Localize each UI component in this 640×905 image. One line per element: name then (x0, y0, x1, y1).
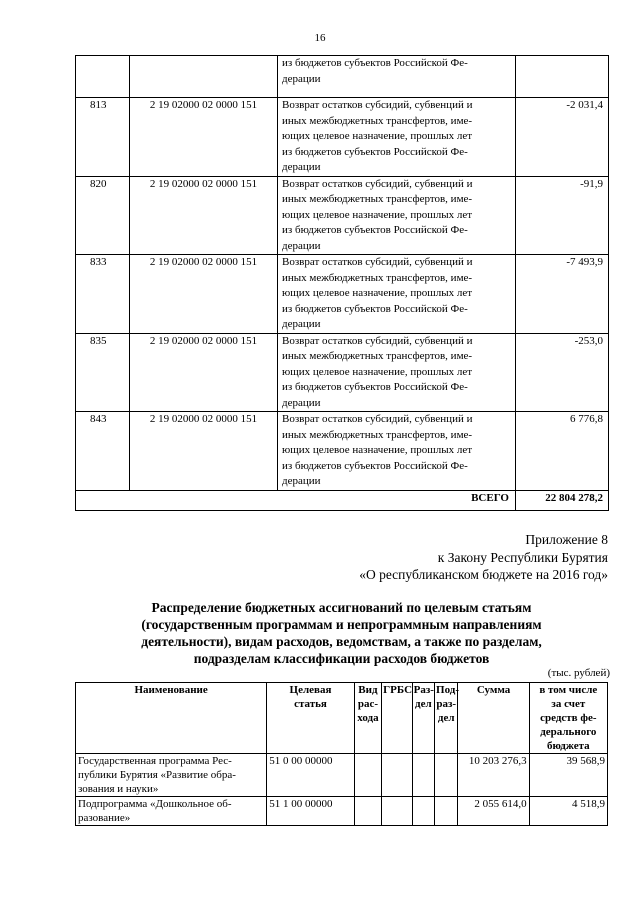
table-row (76, 255, 609, 334)
header-grbs: ГРБС (382, 683, 413, 754)
continuation-text: из бюджетов субъектов Российской Фе- дерации (282, 57, 468, 85)
amount-cell: -91,9 (516, 176, 609, 255)
title-line: (государственным программам и непрограммным направлениям (141, 617, 542, 632)
federal-cell: 4 518,9 (529, 797, 607, 826)
grbs-cell (382, 754, 413, 797)
razdel-cell (412, 797, 434, 826)
amount-cell: 6 776,8 (516, 412, 609, 491)
title-line: Распределение бюджетных ассигнований по целевым статьям (151, 600, 532, 615)
name-cell: Возврат остатков субсидий, субвенций и иных межбюджетных трансфертов, име- ющих целевое назначение, прошлых лет из бюджетов субъектов Российской Фе- дерации (278, 98, 516, 177)
amount-cell: -253,0 (516, 333, 609, 412)
code-cell: 833 (76, 255, 130, 334)
kbk-cell: 2 19 02000 02 0000 151 (130, 333, 278, 412)
kbk-cell (130, 56, 278, 98)
vid-cell (354, 754, 381, 797)
podrazdel-cell (435, 797, 458, 826)
total-amount: 22 804 278,2 (516, 490, 609, 510)
revenue-table (75, 55, 609, 511)
target-cell: 51 0 00 00000 (267, 754, 354, 797)
header-name: Наименование (76, 683, 267, 754)
name-cell (278, 56, 516, 98)
header-sum: Сумма (458, 683, 529, 754)
table-row (76, 333, 609, 412)
name-cell: Государственная программа Рес- публики Бурятия «Развитие обра- зования и науки» (76, 754, 267, 797)
table-row (76, 176, 609, 255)
annex-line: к Закону Республики Бурятия (437, 549, 608, 565)
name-cell: Возврат остатков субсидий, субвенций и иных межбюджетных трансфертов, име- ющих целевое назначение, прошлых лет из бюджетов субъектов Российской Фе- дерации (278, 412, 516, 491)
total-row (76, 490, 609, 510)
allocation-table (75, 682, 608, 826)
header-vid: Вид рас- хода (354, 683, 381, 754)
sum-cell: 10 203 276,3 (458, 754, 529, 797)
table-row (76, 412, 609, 491)
amount-cell (516, 56, 609, 98)
amount-cell: -7 493,9 (516, 255, 609, 334)
code-cell: 813 (76, 98, 130, 177)
title-line: подразделам классификации расходов бюджетов (193, 651, 490, 666)
code-cell (76, 56, 130, 98)
document-title (75, 599, 608, 667)
page-number: 16 (314, 32, 326, 44)
header-federal: в том числе за счет средств фе- дерального бюджета (529, 683, 607, 754)
header-podrazdel: Под- раз- дел (435, 683, 458, 754)
kbk-cell: 2 19 02000 02 0000 151 (130, 176, 278, 255)
kbk-cell: 2 19 02000 02 0000 151 (130, 98, 278, 177)
title-line: деятельности), видам расходов, ведомствам, а также по разделам, (141, 634, 542, 649)
grbs-cell (382, 797, 413, 826)
table-row (76, 797, 608, 826)
annex-line: «О республиканском бюджете на 2016 год» (359, 567, 608, 582)
total-label: ВСЕГО (76, 490, 516, 510)
vid-cell (354, 797, 381, 826)
name-cell: Возврат остатков субсидий, субвенций и иных межбюджетных трансфертов, име- ющих целевое назначение, прошлых лет из бюджетов субъектов Российской Фе- дерации (278, 333, 516, 412)
name-cell: Возврат остатков субсидий, субвенций и иных межбюджетных трансфертов, име- ющих целевое назначение, прошлых лет из бюджетов субъектов Российской Фе- дерации (278, 255, 516, 334)
federal-cell: 39 568,9 (529, 754, 607, 797)
table-row (76, 754, 608, 797)
podrazdel-cell (435, 754, 458, 797)
header-target: Целевая статья (267, 683, 354, 754)
target-cell: 51 1 00 00000 (267, 797, 354, 826)
table-row (76, 98, 609, 177)
name-cell: Возврат остатков субсидий, субвенций и иных межбюджетных трансфертов, име- ющих целевое назначение, прошлых лет из бюджетов субъектов Российской Фе- дерации (278, 176, 516, 255)
code-cell: 843 (76, 412, 130, 491)
amount-cell: -2 031,4 (516, 98, 609, 177)
annex-reference (359, 531, 608, 584)
code-cell: 835 (76, 333, 130, 412)
unit-note: (тыс. рублей) (547, 667, 610, 679)
sum-cell: 2 055 614,0 (458, 797, 529, 826)
name-cell: Подпрограмма «Дошкольное об- разование» (76, 797, 267, 826)
table-row (76, 56, 609, 98)
header-row (76, 683, 608, 754)
code-cell: 820 (76, 176, 130, 255)
annex-line: Приложение 8 (525, 532, 608, 547)
header-razdel: Раз- дел (412, 683, 434, 754)
razdel-cell (412, 754, 434, 797)
kbk-cell: 2 19 02000 02 0000 151 (130, 255, 278, 334)
kbk-cell: 2 19 02000 02 0000 151 (130, 412, 278, 491)
